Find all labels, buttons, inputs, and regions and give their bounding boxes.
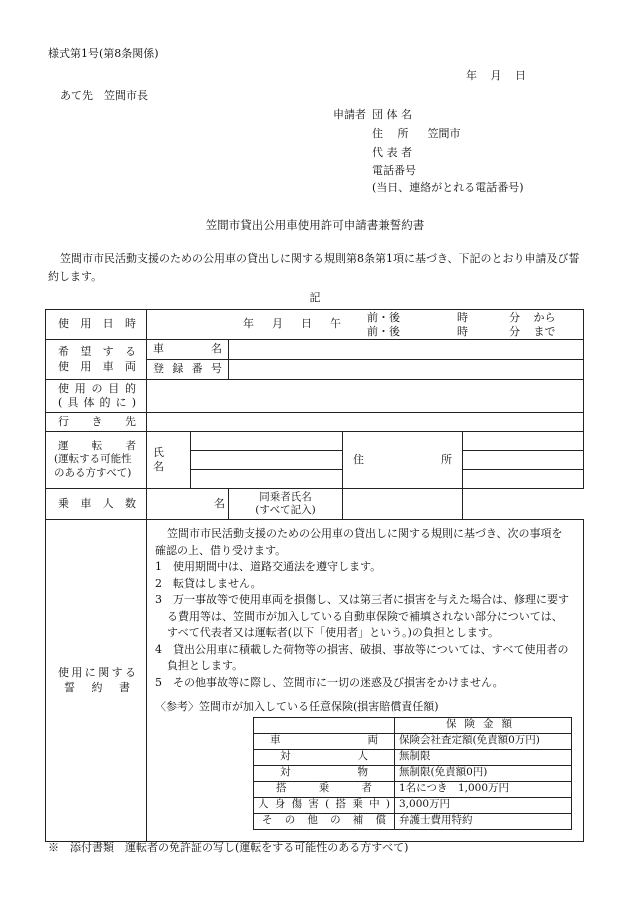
purpose-label-line2: (具体的に) [58, 396, 136, 409]
destination-label: 行き先 [46, 413, 147, 432]
vehicle-label-line1: 希望する [58, 345, 136, 359]
applicant-org-row [372, 108, 424, 122]
insurance-vehicle-label: 車両 [254, 733, 395, 749]
driver-address-3[interactable] [463, 470, 584, 489]
driver-address-label: 住 所 [343, 432, 463, 489]
purpose-row [46, 380, 584, 413]
companions-label-line2: (すべて記入) [255, 504, 316, 516]
applicant-phone-note: (当日、連絡がとれる電話番号) [372, 181, 524, 194]
applicant-address-label: 住 所 [372, 127, 409, 140]
use-datetime-row [46, 310, 584, 340]
purpose-input[interactable] [147, 380, 584, 413]
applicant-representative-label: 代 表 者 [372, 146, 412, 159]
pledge-intro: 笠間市市民活動支援のための公用車の貸出しに関する規則に基づき、次の事項を確認の上、借り受けます。 [155, 527, 563, 557]
time-from-ampm[interactable]: 前・後 [367, 310, 400, 324]
use-datetime-field[interactable] [147, 310, 584, 340]
driver-name-1[interactable] [191, 432, 343, 451]
passengers-blank [463, 489, 584, 520]
driver-label-line1: 運転者 [58, 439, 136, 452]
driver-name-label: 氏 名 [147, 432, 191, 489]
passengers-count[interactable] [147, 489, 229, 520]
time-from-suffix: から [533, 310, 556, 324]
vehicle-label-line2: 使用車両 [58, 359, 136, 373]
driver-address-2[interactable] [463, 451, 584, 470]
time-to-ampm[interactable]: 前・後 [367, 324, 400, 338]
insurance-injury-value: 3,000万円 [395, 797, 572, 813]
vehicle-name-row [46, 340, 584, 360]
companions-label-line1: 同乗者氏名 [259, 491, 312, 504]
insurance-property-label: 対物 [254, 765, 395, 781]
pledge-label [46, 520, 147, 842]
insurance-row-passenger [254, 781, 572, 797]
destination-input[interactable] [147, 413, 584, 432]
insurance-row-bodily [254, 749, 572, 765]
applicant-org-label: 団 体 名 [372, 108, 412, 121]
insurance-header-blank [254, 717, 395, 733]
insurance-bodily-value: 無制限 [395, 749, 572, 765]
time-from-hour: 時 [457, 310, 468, 324]
insurance-header-row [254, 717, 572, 733]
pledge-label-line1: 使用に関する [58, 666, 136, 680]
purpose-label-line1: 使用の目的 [58, 381, 136, 395]
ki-heading: 記 [309, 291, 321, 304]
insurance-passenger-label: 搭乗者 [254, 781, 395, 797]
pledge-item-5: 5 その他事故等に際し、笠間市に一切の迷惑及び損害をかけません。 [155, 675, 504, 689]
driver-label [46, 432, 147, 489]
insurance-title: 〈参考〉笠間市が加入している任意保険(損害賠償責任額) [155, 700, 439, 713]
insurance-bodily-label: 対人 [254, 749, 395, 765]
submission-date: 年 月 日 [466, 69, 526, 82]
pledge-content [147, 520, 584, 842]
insurance-property-value: 無制限(免責額0円) [395, 765, 572, 781]
companions-label [229, 489, 343, 520]
pledge-row [46, 520, 584, 842]
month-unit: 月 [272, 317, 283, 331]
pledge-item-1: 1 使用期間中は、道路交通法を遵守します。 [155, 560, 382, 573]
applicant-address-row [372, 127, 461, 141]
driver-row-1 [46, 432, 584, 451]
application-table [45, 309, 584, 842]
vehicle-label [46, 340, 147, 380]
pledge-item-4: 4 貸出公用車に積載した荷物等の損害、破損、事故等については、すべて使用者の負担とします。 [155, 642, 569, 672]
vehicle-name-input[interactable] [229, 340, 584, 360]
time-to-minute: 分 [509, 324, 520, 338]
insurance-table [253, 717, 572, 830]
insurance-header: 保険金額 [395, 717, 572, 733]
time-to-hour: 時 [457, 324, 468, 338]
driver-address-1[interactable] [463, 432, 584, 451]
insurance-injury-label: 人身傷害(搭乗中) [254, 797, 395, 813]
driver-label-line2: (運転する可能性 [54, 453, 132, 466]
companions-input[interactable] [343, 489, 463, 520]
time-from-row [367, 311, 556, 325]
document-title: 笠間市貸出公用車使用許可申請書兼誓約書 [205, 218, 425, 232]
driver-name-2[interactable] [191, 451, 343, 470]
time-from-minute: 分 [509, 310, 520, 324]
use-datetime-label: 使用日時 [46, 310, 147, 340]
applicant-representative-row [372, 146, 424, 160]
insurance-row-property [254, 765, 572, 781]
pledge-item-2: 2 転貸はしません。 [155, 576, 262, 590]
insurance-vehicle-value: 保険会社査定額(免責額0万円) [395, 733, 572, 749]
time-to-row [367, 325, 556, 339]
destination-row [46, 413, 584, 432]
intro-paragraph: 笠間市市民活動支援のための公用車の貸出しに関する規則第8条第1項に基づき、下記のとおり申請及び誓約します。 [48, 252, 580, 284]
pledge-label-line2: 誓約書 [64, 680, 130, 694]
attachment-note: ※ 添付書類 運転者の免許証の写し(運転をする可能性のある方すべて) [48, 841, 409, 854]
time-to-suffix: まで [533, 324, 556, 338]
insurance-row-vehicle [254, 733, 572, 749]
applicant-phone-row [372, 164, 424, 178]
vehicle-reg-label: 登録番号 [147, 360, 229, 380]
year-unit: 年 [243, 317, 254, 331]
insurance-other-label: その他の補償 [254, 813, 395, 829]
insurance-passenger-value: 1名につき 1,000万円 [395, 781, 572, 797]
insurance-row-other [254, 813, 572, 829]
vehicle-reg-input[interactable] [229, 360, 584, 380]
applicant-address-value[interactable]: 笠間市 [427, 127, 461, 140]
passengers-row [46, 489, 584, 520]
passengers-unit: 名 [214, 496, 225, 510]
driver-name-3[interactable] [191, 470, 343, 489]
pm-unit: 午 [330, 317, 341, 331]
vehicle-name-label: 車 名 [147, 340, 229, 360]
form-number: 様式第1号(第8条関係) [48, 47, 159, 60]
insurance-row-injury [254, 797, 572, 813]
addressee: あて先 笠間市長 [60, 89, 148, 102]
purpose-label [46, 380, 147, 413]
applicant-label: 申請者 [333, 108, 366, 121]
applicant-phone-label: 電話番号 [372, 164, 416, 177]
passengers-label: 乗車人数 [46, 489, 147, 520]
pledge-item-3: 3 万一事故等で使用車両を損傷し、又は第三者に損害を与えた場合は、修理に要する費用等は、笠間市が加入している自動車保険で補填されない部分については、すべて代表者又は運転者(以下「使用者」という。)の負担とします。 [155, 593, 569, 639]
day-unit: 日 [301, 317, 312, 331]
driver-label-line3: のある方すべて) [54, 466, 132, 479]
insurance-other-value: 弁護士費用特約 [395, 813, 572, 829]
